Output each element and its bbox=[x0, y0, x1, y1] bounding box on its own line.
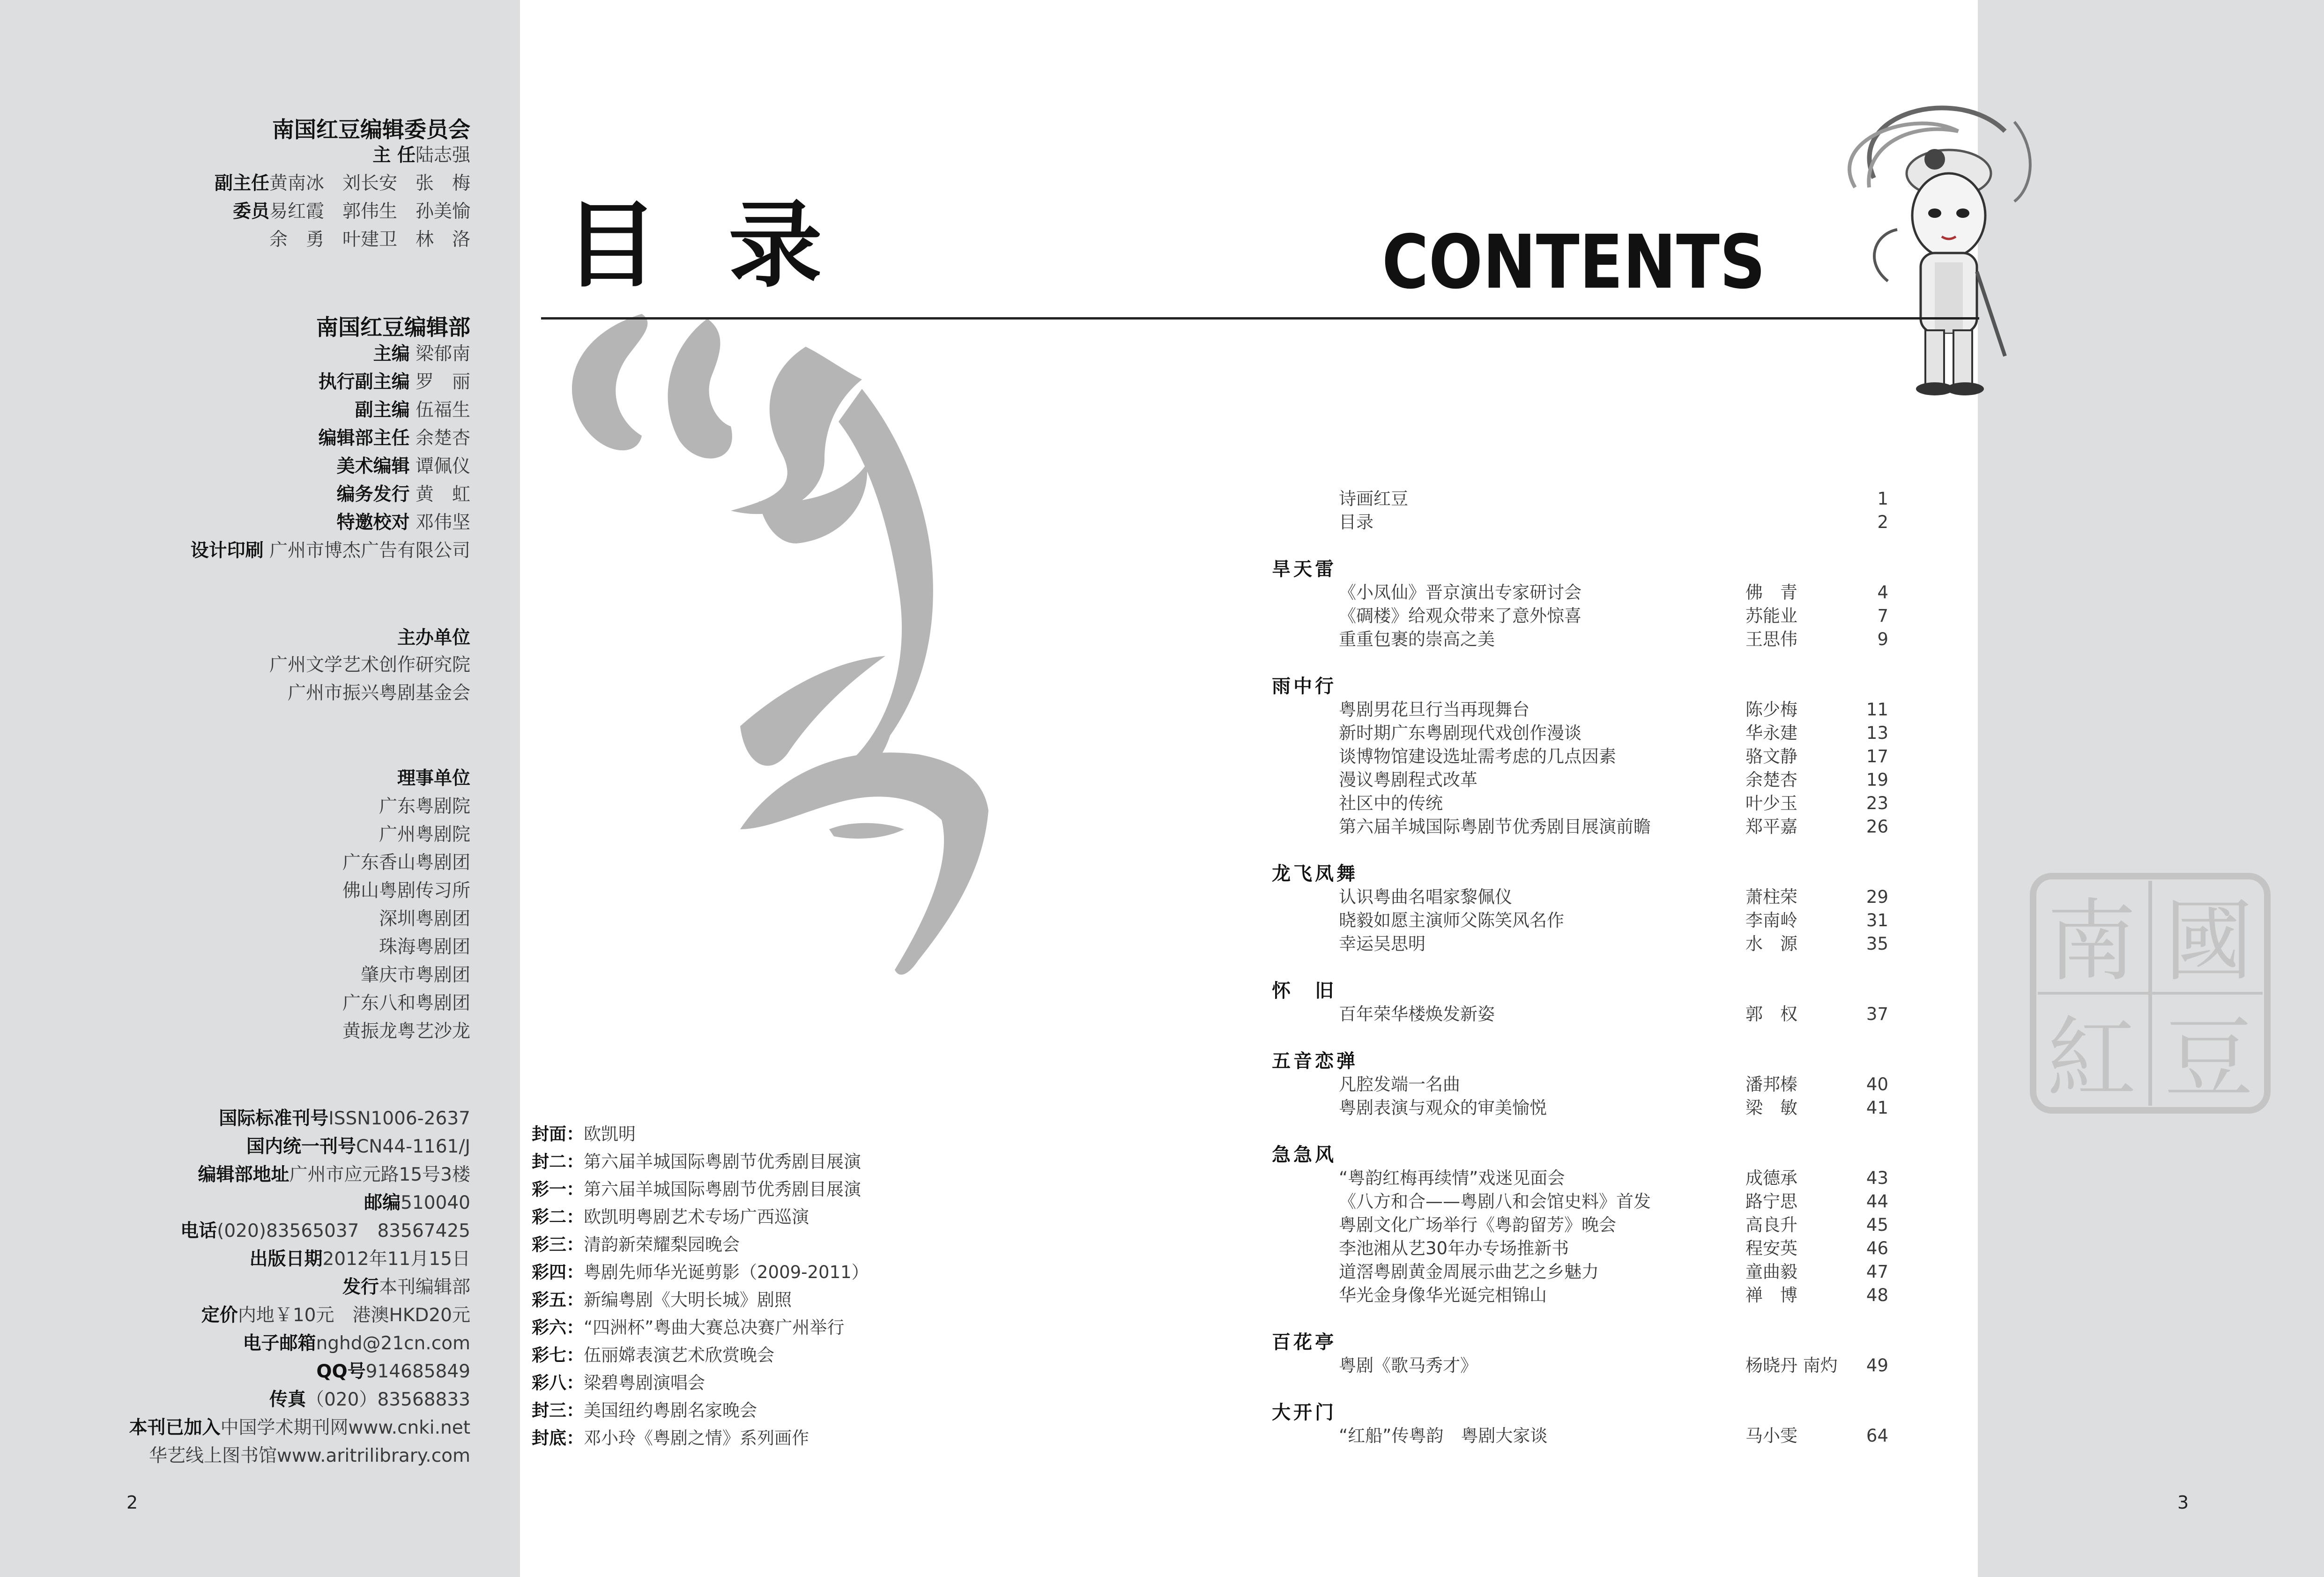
toc-item-page: 26 bbox=[1866, 817, 1888, 837]
toc-item-author: 路宁思 bbox=[1745, 1191, 1797, 1212]
sponsor-item: 广州文学艺术创作研究院 bbox=[269, 655, 470, 676]
toc-item-page: 23 bbox=[1866, 793, 1888, 813]
toc-item-title[interactable]: 粤剧《歌马秀才》 bbox=[1339, 1355, 1478, 1376]
toc-item-title[interactable]: 《碉楼》给观众带来了意外惊喜 bbox=[1339, 606, 1582, 626]
credit-row: 彩六：“四洲杯”粤曲大赛总决赛广州举行 bbox=[532, 1317, 845, 1338]
credit-row: 彩二：欧凯明粤剧艺术专场广西巡演 bbox=[532, 1207, 809, 1227]
toc-item-author: 梁 敏 bbox=[1745, 1098, 1797, 1118]
toc-item-title[interactable]: 粤剧文化广场举行《粤韵留芳》晚会 bbox=[1339, 1215, 1616, 1235]
toc-item-page: 1 bbox=[1877, 489, 1888, 509]
credit-row: 封三：美国纽约粤剧名家晚会 bbox=[532, 1400, 757, 1421]
toc-section-heading: 急急风 bbox=[1272, 1144, 1336, 1166]
toc-item-title[interactable]: 百年荣华楼焕发新姿 bbox=[1339, 1004, 1495, 1024]
toc-item-title[interactable]: 社区中的传统 bbox=[1339, 793, 1443, 813]
publication-row: 发行本刊编辑部 bbox=[342, 1277, 470, 1298]
publication-row: QQ号914685849 bbox=[316, 1361, 470, 1382]
council-item: 深圳粤剧团 bbox=[379, 908, 470, 930]
council-item: 珠海粤剧团 bbox=[379, 937, 470, 958]
credit-row: 彩八：梁碧粤剧演唱会 bbox=[532, 1373, 705, 1393]
committee-title: 南国红豆编辑委员会 bbox=[272, 117, 470, 143]
toc-item-author: 余楚杏 bbox=[1745, 770, 1797, 790]
toc-item-title[interactable]: 《八方和合——粤剧八和会馆史料》首发 bbox=[1339, 1191, 1651, 1212]
toc-item-author: 骆文静 bbox=[1745, 746, 1797, 766]
toc-item-author: 叶少玉 bbox=[1745, 793, 1797, 813]
toc-item-title[interactable]: 谈博物馆建设选址需考虑的几点因素 bbox=[1339, 746, 1616, 766]
title-english: CONTENTS bbox=[1382, 219, 1766, 305]
toc-item-title[interactable]: 重重包裹的崇高之美 bbox=[1339, 629, 1495, 649]
seal-stamp-logo bbox=[2028, 871, 2272, 1115]
toc-item-title[interactable]: 诗画红豆 bbox=[1339, 489, 1408, 509]
title-chinese: 目录 bbox=[564, 191, 893, 300]
toc-item-author: 李南岭 bbox=[1745, 910, 1797, 930]
committee-row: 委员易红霞 郭伟生 孙美愉 bbox=[232, 201, 470, 222]
toc-item-page: 4 bbox=[1877, 582, 1888, 603]
svg-text:紅: 紅 bbox=[2047, 1007, 2137, 1110]
credit-row: 彩三：清韵新荣耀梨园晚会 bbox=[532, 1235, 740, 1255]
toc-section-heading: 龙飞凤舞 bbox=[1272, 863, 1358, 885]
council-item: 广东香山粤剧团 bbox=[342, 852, 470, 873]
council-item: 广东粤剧院 bbox=[379, 796, 470, 817]
editorial-row: 编务发行 黄 虹 bbox=[336, 484, 470, 505]
toc-item-page: 49 bbox=[1866, 1355, 1888, 1376]
toc-item-page: 7 bbox=[1877, 606, 1888, 626]
council-item: 肇庆市粤剧团 bbox=[360, 965, 470, 986]
toc-item-title[interactable]: 目录 bbox=[1339, 512, 1374, 532]
publication-row: 国内统一刊号CN44-1161/J bbox=[246, 1136, 470, 1157]
toc-item-page: 40 bbox=[1866, 1074, 1888, 1094]
toc-item-title[interactable]: 李池湘从艺30年办专场推新书 bbox=[1339, 1238, 1569, 1258]
toc-item-title[interactable]: “红船”传粤韵 粤剧大家谈 bbox=[1339, 1426, 1548, 1446]
toc-item-title[interactable]: 粤剧男花旦行当再现舞台 bbox=[1339, 699, 1530, 720]
toc-item-page: 47 bbox=[1866, 1262, 1888, 1282]
toc-item-page: 41 bbox=[1866, 1098, 1888, 1118]
publication-row: 出版日期2012年11月15日 bbox=[249, 1249, 470, 1270]
toc-item-page: 48 bbox=[1866, 1285, 1888, 1305]
toc-item-title[interactable]: 道滘粤剧黄金周展示曲艺之乡魅力 bbox=[1339, 1262, 1599, 1282]
credit-row: 封二：第六届羊城国际粤剧节优秀剧目展演 bbox=[532, 1152, 861, 1172]
brush-art-decoration bbox=[562, 305, 1171, 984]
publication-row: 国际标准刊号ISSN1006-2637 bbox=[219, 1108, 470, 1129]
toc-item-author: 佛 青 bbox=[1745, 582, 1797, 603]
svg-text:國: 國 bbox=[2164, 890, 2254, 993]
toc-item-page: 35 bbox=[1866, 934, 1888, 954]
editorial-row: 副主编 伍福生 bbox=[355, 400, 470, 421]
title-divider bbox=[541, 317, 1979, 320]
toc-section-heading: 百花亭 bbox=[1272, 1332, 1336, 1353]
toc-item-author: 水 源 bbox=[1745, 934, 1797, 954]
svg-text:豆: 豆 bbox=[2164, 1007, 2254, 1110]
publication-row: 华艺线上图书馆www.aritrilibrary.com bbox=[148, 1445, 470, 1466]
credit-row: 封面：欧凯明 bbox=[532, 1124, 636, 1144]
toc-item-page: 37 bbox=[1866, 1004, 1888, 1024]
svg-text:南: 南 bbox=[2047, 890, 2137, 993]
toc-section-heading: 五音恋弹 bbox=[1272, 1050, 1358, 1072]
publication-row: 编辑部地址广州市应元路15号3楼 bbox=[198, 1164, 470, 1185]
toc-item-author: 马小雯 bbox=[1745, 1426, 1797, 1446]
toc-item-title[interactable]: 华光金身像华光诞完相锦山 bbox=[1339, 1285, 1547, 1305]
editorial-row: 特邀校对 邓伟坚 bbox=[336, 512, 470, 533]
opera-figure-illustration bbox=[1818, 94, 2042, 422]
toc-item-title[interactable]: 幸运吴思明 bbox=[1339, 934, 1426, 954]
toc-section-heading: 大开门 bbox=[1272, 1402, 1336, 1423]
toc-item-page: 13 bbox=[1866, 723, 1888, 743]
toc-item-page: 9 bbox=[1877, 629, 1888, 649]
toc-item-author: 高良升 bbox=[1745, 1215, 1797, 1235]
toc-item-page: 44 bbox=[1866, 1191, 1888, 1212]
toc-item-author: 郭 权 bbox=[1745, 1004, 1797, 1024]
toc-item-title[interactable]: 认识粤曲名唱家黎佩仪 bbox=[1339, 887, 1512, 907]
page-number-left: 2 bbox=[126, 1492, 138, 1513]
council-title: 理事单位 bbox=[397, 768, 470, 789]
publication-row: 电子邮箱nghd@21cn.com bbox=[243, 1333, 470, 1354]
committee-row: 副主任黄南冰 刘长安 张 梅 bbox=[214, 173, 470, 194]
toc-item-author: 禅 博 bbox=[1745, 1285, 1797, 1305]
toc-item-title[interactable]: 粤剧表演与观众的审美愉悦 bbox=[1339, 1098, 1547, 1118]
publication-row: 传真（020）83568833 bbox=[269, 1389, 470, 1410]
editorial-row: 设计印刷 广州市博杰广告有限公司 bbox=[190, 540, 470, 561]
toc-item-page: 2 bbox=[1877, 512, 1888, 532]
committee-row: 主 任陆志强 bbox=[372, 145, 470, 166]
sponsor-item: 广州市振兴粤剧基金会 bbox=[287, 683, 470, 704]
toc-item-page: 46 bbox=[1866, 1238, 1888, 1258]
toc-item-title[interactable]: “粤韵红梅再续情”戏迷见面会 bbox=[1339, 1168, 1565, 1188]
toc-item-author: 童曲毅 bbox=[1745, 1262, 1797, 1282]
council-item: 黄振龙粤艺沙龙 bbox=[342, 1021, 470, 1042]
credit-row: 彩一：第六届羊城国际粤剧节优秀剧目展演 bbox=[532, 1179, 861, 1199]
toc-item-title[interactable]: 《小凤仙》晋京演出专家研讨会 bbox=[1339, 582, 1582, 603]
credit-row: 彩四：粤剧先师华光诞剪影（2009-2011） bbox=[532, 1262, 869, 1282]
toc-item-author: 郑平嘉 bbox=[1745, 817, 1797, 837]
committee-row: 余 勇 叶建卫 林 洛 bbox=[269, 229, 470, 250]
toc-item-author: 成德承 bbox=[1745, 1168, 1797, 1188]
toc-item-page: 11 bbox=[1866, 699, 1888, 720]
toc-item-title[interactable]: 漫议粤剧程式改革 bbox=[1339, 770, 1478, 790]
toc-item-page: 19 bbox=[1866, 770, 1888, 790]
toc-section-heading: 雨中行 bbox=[1272, 676, 1336, 697]
credit-row: 封底：邓小玲《粤剧之情》系列画作 bbox=[532, 1428, 809, 1448]
council-item: 佛山粤剧传习所 bbox=[342, 880, 470, 901]
council-item: 广州粤剧院 bbox=[379, 824, 470, 845]
toc-item-author: 潘邦榛 bbox=[1745, 1074, 1797, 1094]
toc-item-author: 陈少梅 bbox=[1745, 699, 1797, 720]
toc-item-author: 苏能业 bbox=[1745, 606, 1797, 626]
publication-row: 本刊已加入中国学术期刊网www.cnki.net bbox=[129, 1417, 470, 1438]
toc-item-page: 45 bbox=[1866, 1215, 1888, 1235]
toc-item-page: 31 bbox=[1866, 910, 1888, 930]
toc-item-page: 43 bbox=[1866, 1168, 1888, 1188]
toc-item-page: 64 bbox=[1866, 1426, 1888, 1446]
toc-item-page: 29 bbox=[1866, 887, 1888, 907]
toc-item-author: 华永建 bbox=[1745, 723, 1797, 743]
page-number-right: 3 bbox=[2177, 1492, 2189, 1513]
editorial-row: 编辑部主任 余楚杏 bbox=[318, 428, 470, 449]
toc-item-author: 王思伟 bbox=[1745, 629, 1797, 649]
toc-item-author: 程安英 bbox=[1745, 1238, 1797, 1258]
toc-item-author: 萧柱荣 bbox=[1745, 887, 1797, 907]
credit-row: 彩七：伍丽嫦表演艺术欣赏晚会 bbox=[532, 1345, 774, 1365]
editorial-row: 主编 梁郁南 bbox=[373, 343, 470, 364]
council-item: 广东八和粤剧团 bbox=[342, 993, 470, 1014]
credit-row: 彩五：新编粤剧《大明长城》剧照 bbox=[532, 1290, 792, 1310]
toc-section-heading: 旱天雷 bbox=[1272, 558, 1336, 580]
sponsors-title: 主办单位 bbox=[397, 627, 470, 648]
publication-row: 定价内地￥10元 港澳HKD20元 bbox=[201, 1305, 470, 1326]
toc-item-title[interactable]: 凡腔发端一名曲 bbox=[1339, 1074, 1460, 1094]
publication-row: 电话(020)83565037 83567425 bbox=[180, 1220, 470, 1242]
toc-item-page: 17 bbox=[1866, 746, 1888, 766]
publication-row: 邮编510040 bbox=[364, 1192, 470, 1213]
editorial-row: 美术编辑 谭佩仪 bbox=[336, 456, 470, 477]
toc-item-title[interactable]: 第六届羊城国际粤剧节优秀剧目展演前瞻 bbox=[1339, 817, 1651, 837]
toc-section-heading: 怀 旧 bbox=[1272, 980, 1336, 1002]
toc-item-title[interactable]: 晓毅如愿主演师父陈笑风名作 bbox=[1339, 910, 1564, 930]
editorial-row: 执行副主编 罗 丽 bbox=[318, 372, 470, 393]
toc-item-title[interactable]: 新时期广东粤剧现代戏创作漫谈 bbox=[1339, 723, 1582, 743]
editorial-title: 南国红豆编辑部 bbox=[316, 315, 470, 341]
toc-item-author: 杨晓丹 南灼 bbox=[1745, 1355, 1838, 1376]
